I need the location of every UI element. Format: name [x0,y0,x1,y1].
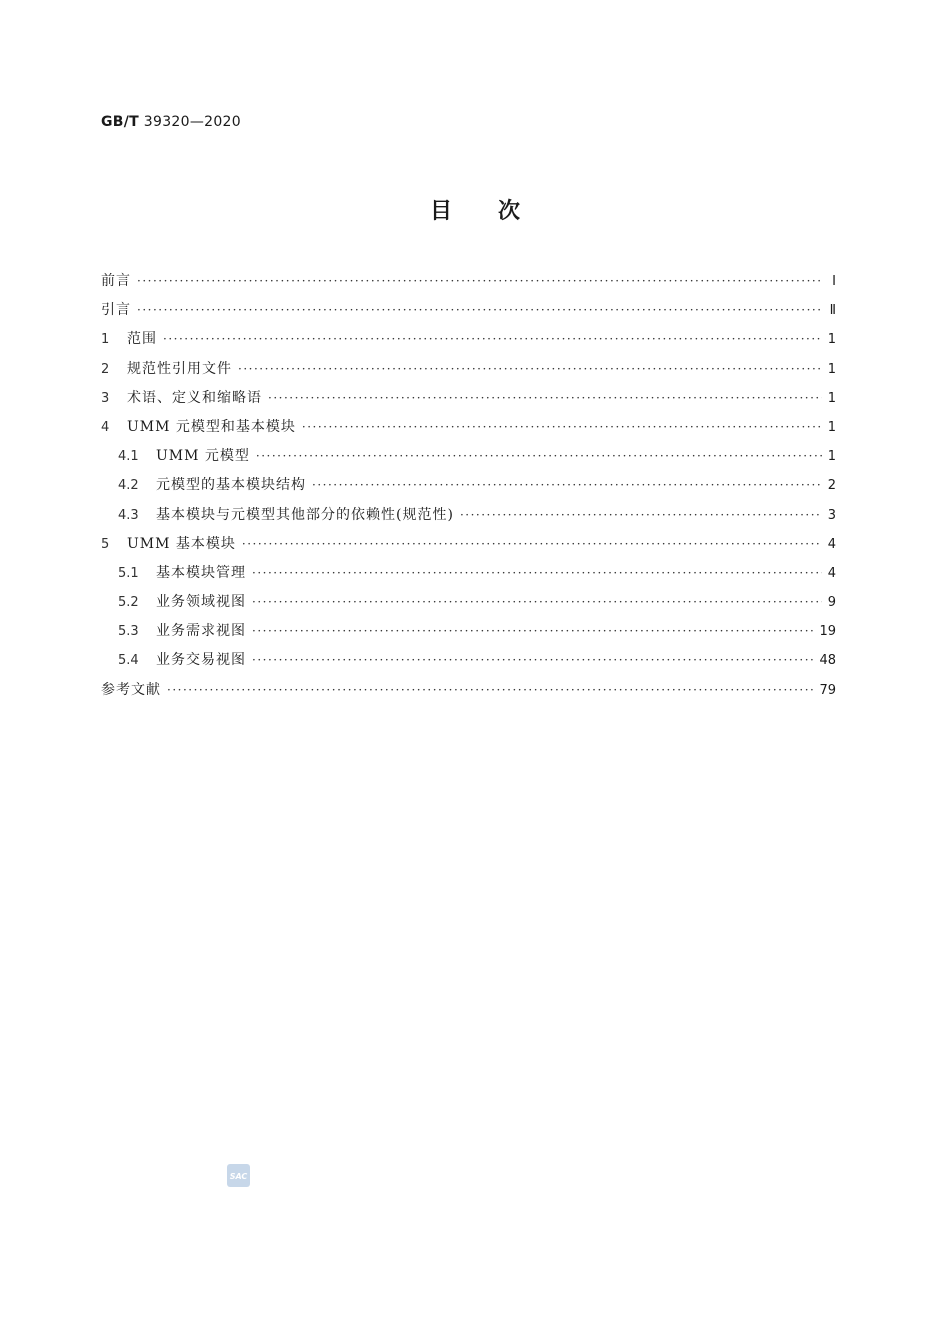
toc-entry-page: 1 [827,390,836,406]
toc-entry[interactable] [101,474,836,503]
toc-entry-label: 引言 [101,302,131,319]
toc-leader-dots [252,653,813,667]
toc-leader-dots [242,537,822,551]
toc-entry[interactable] [101,620,836,649]
toc-entry-label: 范围 [127,331,157,348]
table-of-contents [101,270,836,708]
sac-logo-icon [226,1163,251,1188]
toc-entry-page: 9 [827,595,836,611]
toc-entry-label: 前言 [101,273,131,289]
toc-leader-dots [163,332,822,346]
toc-entry-page: Ⅱ [829,303,836,319]
toc-entry[interactable] [101,504,836,533]
toc-entry[interactable] [101,299,836,328]
toc-entry-number: 3 [101,390,110,406]
page-title: 目次 [429,199,566,224]
toc-entry[interactable] [101,387,836,416]
toc-entry-page: 1 [827,449,836,465]
toc-entry-page: 4 [827,536,836,552]
standard-number: 39320—2020 [143,114,241,130]
toc-leader-dots [252,595,822,609]
toc-entry-number: 5.2 [118,595,139,611]
toc-entry-number: 5.3 [118,624,139,640]
toc-entry-label: 参考文献 [101,681,161,698]
toc-leader-dots [312,478,822,492]
standard-prefix: GB/T [101,114,140,130]
toc-leader-dots [238,362,822,376]
toc-entry-label: 基本模块与元模型其他部分的依赖性(规范性) [156,506,454,523]
toc-entry-number: 2 [101,361,110,377]
toc-leader-dots [256,449,822,463]
toc-entry-page: 1 [827,332,836,348]
toc-entry[interactable] [101,533,836,562]
toc-entry-label: UMM 元模型和基本模块 [127,418,296,435]
toc-entry-label: 规范性引用文件 [127,360,232,377]
toc-leader-dots [137,303,822,317]
toc-entry-page: 1 [827,419,836,435]
toc-entry-page: 3 [827,507,836,523]
toc-entry-number: 5.1 [118,565,139,581]
toc-entry-label: 业务领域视图 [156,594,246,611]
toc-entry-number: 4.3 [118,507,139,523]
toc-entry[interactable] [101,679,836,708]
toc-entry-label: 元模型的基本模块结构 [156,477,306,494]
toc-entry[interactable] [101,358,836,387]
toc-entry-page: 1 [827,361,836,377]
toc-entry-number: 1 [101,332,110,348]
toc-entry[interactable] [101,649,836,678]
toc-entry-page: 4 [827,565,836,581]
toc-entry-number: 5.4 [118,653,139,669]
toc-entry-page: 2 [827,478,836,494]
toc-entry-page: 19 [819,624,836,640]
toc-entry-number: 5 [101,536,110,552]
toc-entry-number: 4 [101,419,110,435]
toc-entry-label: UMM 基本模块 [127,535,236,552]
toc-entry-label: 业务需求视图 [156,623,246,640]
toc-entry-page: Ⅰ [832,274,836,289]
toc-entry[interactable] [101,416,836,445]
toc-entry-page: 48 [819,653,836,669]
toc-leader-dots [460,508,822,522]
toc-entry-label: 术语、定义和缩略语 [127,389,262,406]
standard-code [101,114,241,130]
toc-entry-label: 基本模块管理 [156,564,246,581]
toc-leader-dots [252,624,813,638]
toc-entry[interactable] [101,445,836,474]
toc-entry[interactable] [101,270,836,299]
toc-entry[interactable] [101,591,836,620]
toc-leader-dots [137,274,822,288]
toc-entry-label: 业务交易视图 [156,652,246,669]
toc-entry-page: 79 [819,682,836,698]
toc-leader-dots [252,566,822,580]
toc-entry[interactable] [101,328,836,357]
toc-entry-label: UMM 元模型 [156,448,250,465]
toc-leader-dots [167,683,813,697]
toc-entry-number: 4.2 [118,478,139,494]
toc-leader-dots [268,391,822,405]
sac-logo-text: SAC [229,1172,248,1181]
toc-entry[interactable] [101,562,836,591]
toc-entry-number: 4.1 [118,449,139,465]
toc-leader-dots [302,420,822,434]
